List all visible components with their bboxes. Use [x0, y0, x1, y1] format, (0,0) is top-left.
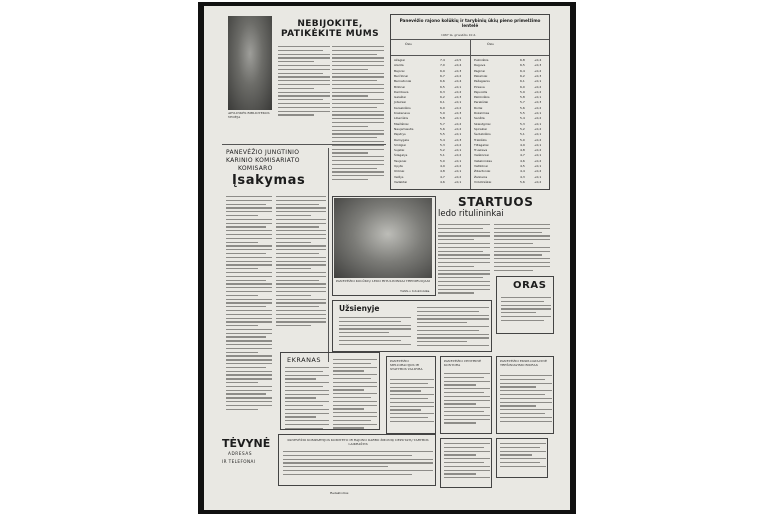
table-cell-value: +0,4: [454, 63, 462, 68]
table-cell-farm: Žaliosios: [474, 174, 488, 179]
ad-title: PANEVĖŽIO MELIORACIJOS IR STATYBOS VALDYBA: [390, 359, 423, 371]
tv-listing: [285, 367, 329, 430]
table-cell-farm: Vaiškoniai: [474, 153, 489, 158]
table-cell-value: +0,5: [454, 58, 462, 62]
table-row: [474, 127, 548, 131]
table-cell-value: +0,2: [454, 121, 462, 126]
weather-title: ORAS: [513, 280, 547, 291]
table-row: [474, 132, 548, 136]
table-cell-value: 5,2: [440, 148, 445, 153]
table-cell-value: 4,3: [520, 174, 525, 179]
photo-caption-hockey: PANEVĖŽIO KOLŪKIŲ LEDO RITULININKAI TRENIRUOJASI: [336, 279, 430, 283]
table-row: [394, 122, 468, 126]
ad-box: [496, 356, 554, 434]
table-row: [474, 100, 548, 104]
table-cell-value: +0,1: [454, 169, 462, 174]
table-row: [394, 79, 468, 83]
table-row: [394, 153, 468, 157]
table-cell-farm: Liberiškis: [394, 116, 409, 121]
table-row: [394, 148, 468, 152]
ad-text: [390, 379, 434, 425]
table-cell-value: +0,4: [454, 79, 462, 84]
ad-box: [440, 356, 492, 434]
photo-caption: APYLINKĖS BIBLIOTEKOS VEDĖJA: [228, 111, 270, 119]
table-row: [474, 122, 548, 126]
table-cell-value: +0,2: [534, 179, 542, 184]
newspaper-page: [204, 6, 570, 510]
table-cell-farm: Pajuostis: [474, 89, 488, 94]
commissariat-line2: KARINIO KOMISARIATO: [226, 157, 300, 164]
table-cell-farm: Piniava: [474, 84, 485, 89]
table-cell-farm: Trakiškis: [474, 137, 487, 142]
table-cell-farm: Smilgiai: [394, 142, 406, 147]
table-cell-farm: Vadaktai: [394, 179, 407, 184]
table-cell-value: 4,8: [520, 148, 525, 153]
table-cell-value: +0,2: [454, 174, 462, 179]
article-text: [278, 46, 330, 118]
ad-box: [386, 356, 436, 434]
table-cell-farm: Bernatoniai: [394, 79, 412, 84]
table-cell-value: 6,5: [520, 63, 525, 68]
table-cell-value: 6,2: [520, 73, 525, 78]
table-cell-value: 6,6: [440, 79, 445, 84]
table-cell-value: +0,1: [534, 121, 542, 126]
table-cell-value: +0,3: [454, 68, 462, 73]
table-row: [394, 175, 468, 179]
table-cell-value: +0,1: [534, 174, 542, 179]
table-cell-farm: Paliūniškis: [474, 95, 490, 100]
table-row: [394, 69, 468, 73]
table-cell-farm: Rodai: [474, 105, 483, 110]
table-row: [474, 159, 548, 163]
table-header-farm: Ūkis: [487, 42, 494, 46]
order-text: [276, 196, 326, 329]
table-cell-farm: Sujetai: [394, 148, 405, 153]
table-cell-farm: Jotainiai: [394, 100, 406, 105]
masthead-sub1: ADRESAS: [228, 451, 253, 456]
table-cell-value: +0,1: [534, 132, 542, 137]
table-cell-value: +0,1: [454, 100, 462, 105]
table-cell-value: +0,2: [534, 68, 542, 73]
table-cell-value: +0,2: [454, 164, 462, 168]
table-cell-value: +0,2: [534, 116, 542, 121]
table-cell-farm: Vaitkūnai: [474, 164, 488, 168]
table-cell-value: +0,2: [534, 89, 542, 94]
table-cell-farm: Tiltagaliai: [474, 142, 489, 147]
table-row: [394, 127, 468, 131]
table-title: Panevėžio rajono kolūkių ir tarybinių ūkių pieno primelžimo lentelė: [399, 18, 541, 29]
table-row: [394, 100, 468, 104]
table-row: [394, 74, 468, 78]
table-cell-value: 4,4: [520, 169, 525, 174]
table-cell-farm: Berčiūnai: [394, 73, 409, 78]
startuos-title: STARTUOS: [458, 195, 534, 209]
table-cell-farm: Truskava: [474, 148, 488, 153]
table-cell-farm: Perekšliai: [474, 100, 489, 105]
table-row: [394, 106, 468, 110]
table-row: [394, 143, 468, 147]
table-row: [394, 164, 468, 168]
table-cell-value: 5,9: [440, 111, 445, 115]
notice-text: [444, 443, 490, 481]
table-cell-value: 7,0: [440, 63, 445, 68]
table-cell-farm: Pažagienis: [474, 79, 490, 84]
table-cell-value: 5,1: [520, 132, 525, 137]
table-cell-farm: Bajorai: [394, 68, 405, 73]
table-row: [474, 69, 548, 73]
editorial-info-box: [278, 434, 436, 486]
ad-title: PANEVĖŽIO EKSPLOATACINĖ TREŠINIAVIMO BIURAS: [500, 359, 548, 367]
table-cell-value: +0,1: [454, 116, 462, 121]
article-text: [332, 46, 384, 183]
table-cell-value: 5,0: [440, 158, 445, 163]
table-cell-value: +0,2: [534, 84, 542, 89]
table-cell-value: 6,1: [440, 100, 445, 105]
table-cell-value: +0,3: [534, 63, 542, 68]
table-cell-value: 4,9: [520, 142, 525, 147]
column-rule: [328, 148, 329, 362]
table-cell-value: +0,2: [534, 169, 542, 174]
table-row: [474, 79, 548, 83]
table-cell-farm: Ramygala: [394, 137, 409, 142]
table-cell-farm: Raguva: [474, 63, 486, 68]
table-cell-value: 6,5: [440, 84, 445, 89]
table-cell-value: 4,7: [440, 174, 445, 179]
table-cell-value: 5,0: [520, 137, 525, 142]
table-cell-value: 4,8: [440, 169, 445, 174]
table-cell-value: 5,1: [440, 153, 445, 158]
table-right: [474, 58, 548, 188]
ad-text: [500, 375, 552, 424]
foreign-news-title: Užsienyje: [339, 304, 380, 313]
table-cell-value: +0,3: [534, 100, 542, 105]
article-text: [438, 224, 490, 296]
table-cell-farm: Pagiriai: [474, 68, 485, 73]
table-cell-value: +0,1: [454, 132, 462, 137]
footer-line: Redaktorius: [330, 491, 349, 495]
table-row: [474, 85, 548, 89]
table-cell-farm: Naujamiestis: [394, 126, 414, 131]
foreign-news-text: [417, 307, 489, 349]
commissariat-line3: KOMISARO: [238, 165, 273, 172]
table-cell-value: 5,7: [440, 121, 445, 126]
table-cell-value: +0,1: [534, 95, 542, 100]
table-cell-value: 6,0: [440, 105, 445, 110]
table-cell-value: 6,3: [440, 89, 445, 94]
table-cell-value: 5,3: [440, 142, 445, 147]
table-cell-value: 6,0: [520, 84, 525, 89]
table-cell-farm: Vidutiniškai: [474, 179, 492, 184]
table-cell-value: 5,4: [440, 137, 445, 142]
table-cell-value: +0,3: [534, 73, 542, 78]
table-row: [474, 175, 548, 179]
masthead-title: TĖVYNĖ: [222, 437, 271, 450]
table-cell-value: +0,1: [454, 148, 462, 153]
photo-credit: TASS-o fotokronika: [400, 289, 430, 293]
table-cell-farm: Ažagiai: [394, 58, 405, 62]
table-cell-value: +0,1: [534, 153, 542, 158]
table-cell-value: 6,8: [520, 58, 525, 62]
table-cell-value: +0,2: [454, 142, 462, 147]
table-cell-value: +0,1: [534, 164, 542, 168]
table-cell-farm: Gelažiai: [394, 95, 406, 100]
table-cell-farm: Velžys: [394, 174, 404, 179]
weather-box: [496, 276, 554, 334]
table-row: [474, 74, 548, 78]
table-row: [394, 95, 468, 99]
table-row: [474, 63, 548, 67]
notice-box: [496, 438, 548, 478]
table-cell-value: 4,6: [440, 179, 445, 184]
table-cell-value: 5,3: [520, 121, 525, 126]
table-cell-farm: Spirakiai: [474, 126, 487, 131]
table-cell-farm: Miežiškiai: [394, 121, 409, 126]
table-row: [394, 132, 468, 136]
table-cell-value: 5,8: [440, 116, 445, 121]
ad-title: PANEVĖŽIO CENTRINĖ KONTORA: [444, 359, 482, 367]
table-cell-value: 5,2: [520, 126, 525, 131]
table-row: [394, 116, 468, 120]
table-cell-farm: Žibartoniai: [474, 169, 491, 174]
table-cell-value: +0,2: [454, 153, 462, 158]
table-cell-value: 4,7: [520, 153, 525, 158]
table-cell-value: 5,6: [440, 126, 445, 131]
table-cell-value: +0,2: [454, 126, 462, 131]
table-row: [394, 159, 468, 163]
notice-text: [500, 443, 546, 470]
table-cell-value: 5,5: [440, 132, 445, 137]
table-cell-value: 5,4: [520, 116, 525, 121]
portrait-photo: [228, 16, 272, 110]
table-cell-value: 6,7: [440, 73, 445, 78]
table-row: [474, 111, 548, 115]
table-cell-value: 7,4: [440, 58, 445, 62]
table-row: [394, 111, 468, 115]
table-cell-farm: Puziniškis: [474, 58, 489, 62]
table-cell-value: +0,3: [454, 95, 462, 100]
table-cell-farm: Paįstrys: [394, 132, 406, 137]
foreign-news-box: [332, 300, 492, 352]
table-cell-value: +0,2: [534, 126, 542, 131]
table-cell-value: 5,9: [520, 89, 525, 94]
divider: [222, 144, 386, 145]
table-cell-value: 6,2: [440, 95, 445, 100]
milk-yield-table: [390, 14, 550, 190]
table-cell-value: 5,6: [520, 105, 525, 110]
table-cell-value: +0,1: [454, 84, 462, 89]
table-row: [474, 169, 548, 173]
notice-box: [440, 438, 492, 488]
order-title: Įsakymas: [232, 173, 306, 188]
table-row: [474, 143, 548, 147]
table-cell-value: 6,9: [440, 68, 445, 73]
table-row: [394, 63, 468, 67]
weather-text: [501, 297, 551, 324]
table-cell-farm: Šeduikiškis: [474, 132, 491, 137]
table-cell-value: +0,1: [534, 111, 542, 115]
table-cell-value: 4,9: [440, 164, 445, 168]
hockey-photo: [334, 198, 432, 278]
table-row: [474, 153, 548, 157]
startuos-subtitle: ledo ritulininkai: [438, 209, 504, 219]
foreign-news-text: [339, 317, 411, 347]
table-row: [474, 58, 548, 62]
table-cell-value: +0,4: [534, 58, 542, 62]
table-cell-farm: Pakalniai: [474, 73, 488, 78]
table-cell-farm: Biliūnai: [394, 84, 406, 89]
table-row: [474, 148, 548, 152]
table-cell-value: 6,1: [520, 79, 525, 84]
table-cell-value: +0,1: [454, 179, 462, 184]
table-cell-value: +0,2: [454, 89, 462, 94]
table-subtitle: 1967 m. gruodžio 10 d.: [441, 33, 477, 37]
commissariat-line1: PANEVĖŽIO JUNGTINIO: [226, 149, 300, 156]
table-cell-value: +0,2: [534, 148, 542, 153]
table-cell-value: 5,5: [520, 111, 525, 115]
table-cell-farm: Sanžilė: [474, 116, 485, 121]
table-row: [394, 90, 468, 94]
headline-main: NEBIJOKITE, PATIKĖKITE MUMS: [280, 19, 380, 39]
table-row: [474, 116, 548, 120]
table-row: [394, 138, 468, 142]
table-cell-farm: Upytė: [394, 164, 403, 168]
table-cell-value: 5,8: [520, 95, 525, 100]
table-row: [474, 138, 548, 142]
table-cell-farm: Krekenava: [394, 111, 410, 115]
table-cell-value: +0,2: [454, 73, 462, 78]
table-row: [394, 169, 468, 173]
tv-program-box: [280, 352, 380, 430]
table-cell-value: +0,1: [454, 158, 462, 163]
table-cell-value: +0,3: [454, 137, 462, 142]
table-row: [394, 85, 468, 89]
table-cell-value: +0,3: [454, 111, 462, 115]
table-header-farm: Ūkis: [405, 42, 412, 46]
table-row: [474, 95, 548, 99]
table-cell-value: 5,7: [520, 100, 525, 105]
table-cell-farm: Rozalimas: [474, 111, 490, 115]
table-cell-value: 6,4: [520, 68, 525, 73]
table-cell-value: +0,1: [534, 142, 542, 147]
table-cell-value: +0,2: [534, 158, 542, 163]
table-cell-farm: Skaistgiriai: [474, 121, 491, 126]
order-text: [226, 196, 272, 412]
table-cell-farm: Karsakiškis: [394, 105, 411, 110]
table-row: [394, 180, 468, 184]
table-cell-farm: Šilagalys: [394, 153, 408, 158]
tv-title: EKRANAS: [287, 356, 322, 364]
table-cell-value: +0,2: [534, 137, 542, 142]
table-cell-value: +0,1: [534, 79, 542, 84]
table-row: [474, 106, 548, 110]
table-cell-farm: Alanta: [394, 63, 404, 68]
table-cell-farm: Uliūnai: [394, 169, 405, 174]
table-cell-value: 5,6: [520, 179, 525, 184]
table-cell-farm: Dembava: [394, 89, 409, 94]
tv-listing: [333, 359, 377, 430]
table-row: [474, 180, 548, 184]
table-cell-value: 4,6: [520, 158, 525, 163]
ad-text: [444, 373, 490, 426]
table-row: [394, 58, 468, 62]
table-cell-value: +0,2: [534, 105, 542, 110]
masthead-sub2: IR TELEFONAI: [222, 459, 256, 464]
table-row: [474, 164, 548, 168]
table-cell-farm: Vabalninkas: [474, 158, 492, 163]
editorial-text: [283, 451, 433, 478]
table-left: [394, 58, 468, 188]
table-cell-farm: Taujėnai: [394, 158, 407, 163]
table-row: [474, 90, 548, 94]
table-cell-value: +0,2: [454, 105, 462, 110]
table-cell-value: 4,5: [520, 164, 525, 168]
article-text: [494, 224, 550, 273]
editorial-info: PANEVĖŽIO KOMPARTIJOS KOMITETO IR RAJONO DARBO ŽMONIŲ DEPUTATŲ TARYBOS LAIKRAŠTIS: [287, 438, 429, 446]
table-rule: [470, 39, 471, 190]
